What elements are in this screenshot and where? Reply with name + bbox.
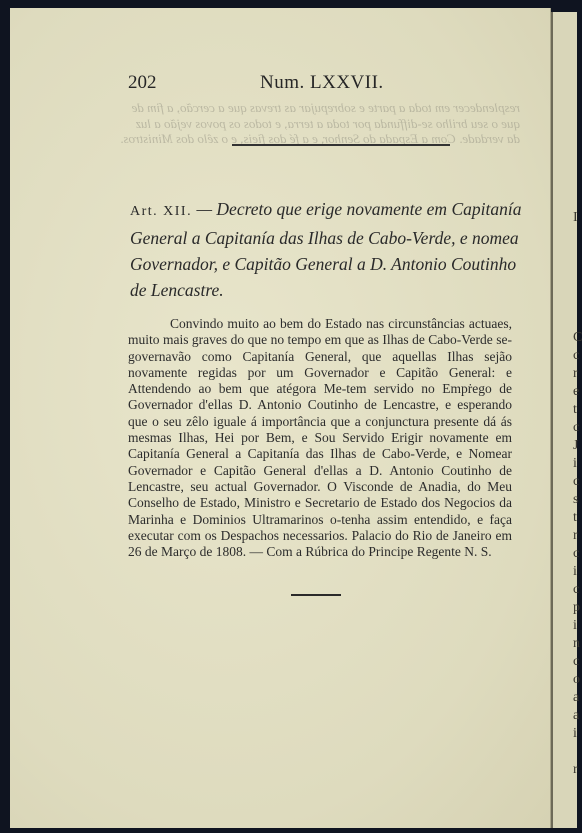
article-title: — Decreto que erige novamente em Capitanía General a Capitanía das Ilhas de Cabo-Verde, e nomea Governador, e Capitão General a D. Antonio Coutinho de Lencastre.: [130, 199, 522, 300]
separator-rule: [232, 144, 450, 146]
adjacent-page-edge: I C c r e t c J i c s t r c i c p i n c o a a i r: [551, 12, 577, 828]
page-number: 202: [128, 72, 157, 93]
page-header: [128, 72, 518, 96]
running-title: Num. LXXVII.: [260, 72, 384, 93]
end-rule: [291, 594, 341, 596]
show-through-text: resplendecer em toda a parte e sobrepujar as trevas que a cercão, a fim de que o seu brilho se-diffunda por toda a terra, e todos os povos vejão a luz da verdade. Com a Espada do Senhor, e a fé dos fieis, e o zêlo dos Ministros.: [120, 100, 520, 146]
article-heading: [130, 196, 522, 303]
article-label: Art. XII.: [130, 204, 193, 219]
decree-body: [128, 316, 512, 560]
body-paragraph: Convindo muito ao bem do Estado nas circunstâncias actuaes, muito mais graves do que no tempo em que as Ilhas de Cabo-Verde se-governavão como Capitanía General, que aquellas Ilhas sejão novamente regidas por um Governador e Capitão General: e Attendendo ao bem que atégora Me-tem servido no Empṙego de Governador d'ellas D. Antonio Coutinho de Lencastre, e esperando que o seu zêlo iguale á importância que a conjunctura presente dá ás mesmas Ilhas, Hei por Bem, e Sou Servido Erigir novamente em Capitanía General a Capitanía das Ilhas de Cabo-Verde, e Nomear Governador e Capitão General d'ellas a D. Antonio Coutinho de Lencastre, seu actual Governador. O Visconde de Anadia, do Meu Conselho de Estado, Ministro e Secretario de Estado dos Negocios da Marinha e Dominios Ultramarinos o-tenha assim entendido, e faça executar com os Despachos necessarios. Palacio do Rio de Janeiro em 26 de Março de 1808. — Com a Rúbrica do Principe Regente N. S.: [128, 316, 512, 560]
